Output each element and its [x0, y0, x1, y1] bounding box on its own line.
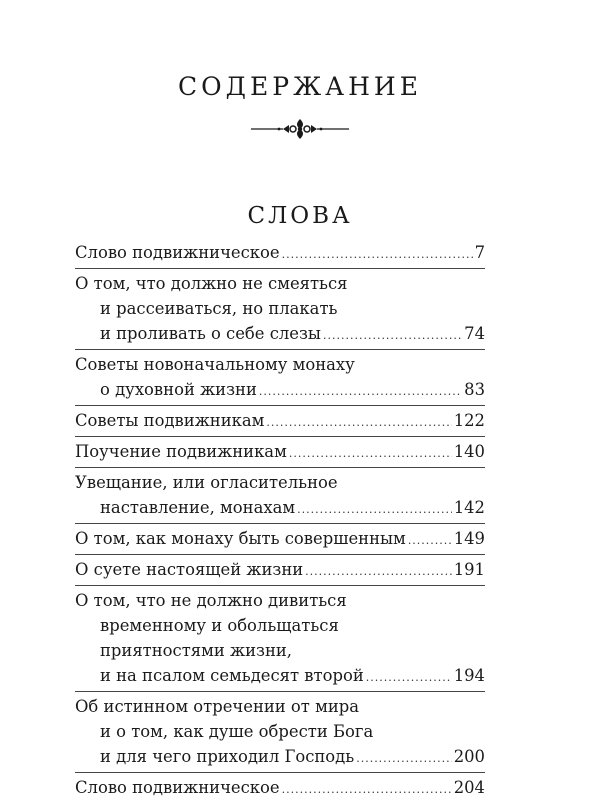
toc-line: О том, что не должно дивиться — [75, 591, 347, 610]
page-number: 204 — [453, 778, 485, 797]
page-number: 83 — [464, 380, 485, 399]
toc-line — [75, 439, 485, 464]
toc-title: Слово подвижническое — [75, 243, 280, 262]
page-number: 122 — [453, 411, 485, 430]
toc-entry[interactable] — [75, 271, 485, 346]
toc-entry[interactable] — [75, 352, 485, 402]
dot-leader — [282, 777, 452, 802]
toc-entry[interactable] — [75, 439, 485, 464]
divider — [75, 268, 485, 269]
page-number: 74 — [464, 324, 485, 343]
divider — [75, 691, 485, 692]
dot-leader — [323, 323, 462, 348]
page-number: 200 — [453, 747, 485, 766]
toc-line: Советы новоначальному монаху — [75, 355, 355, 374]
toc-entry[interactable] — [75, 240, 485, 265]
dot-leader — [305, 559, 452, 584]
dot-leader — [282, 242, 473, 267]
divider — [75, 523, 485, 524]
dot-leader — [366, 665, 452, 690]
divider — [75, 554, 485, 555]
toc-title: о духовной жизни — [100, 380, 257, 399]
toc-line — [75, 744, 485, 769]
page-title: СОДЕРЖАНИЕ — [178, 72, 422, 101]
toc-line — [75, 526, 485, 551]
dot-leader — [266, 410, 451, 435]
toc-line — [75, 557, 485, 582]
divider — [75, 772, 485, 773]
dot-leader — [289, 441, 452, 466]
toc-title: наставление, монахам — [100, 498, 296, 517]
toc-title: и на псалом семьдесят второй — [100, 666, 364, 685]
divider — [75, 349, 485, 350]
toc-line — [75, 408, 485, 433]
toc-line: Увещание, или огласительное — [75, 473, 338, 492]
table-of-contents — [75, 240, 485, 800]
toc-entry[interactable] — [75, 775, 485, 800]
toc-line — [75, 321, 485, 346]
toc-entry[interactable] — [75, 694, 485, 769]
dot-leader — [259, 379, 462, 404]
toc-title: и проливать о себе слезы — [100, 324, 321, 343]
toc-line: Об истинном отречении от мира — [75, 697, 360, 716]
toc-line: О том, что должно не смеяться — [75, 274, 348, 293]
page-number: 191 — [453, 560, 485, 579]
divider — [75, 467, 485, 468]
toc-entry[interactable] — [75, 557, 485, 582]
divider — [75, 436, 485, 437]
toc-line: приятностями жизни, — [100, 641, 293, 660]
toc-title: О суете настоящей жизни — [75, 560, 304, 579]
toc-entry[interactable] — [75, 588, 485, 688]
page-number: 149 — [453, 529, 485, 548]
toc-line — [75, 663, 485, 688]
toc-title: Слово подвижническое — [75, 778, 280, 797]
toc-title: О том, как монаху быть совершенным — [75, 529, 406, 548]
toc-entry[interactable] — [75, 470, 485, 520]
toc-line — [75, 495, 485, 520]
divider — [75, 405, 485, 406]
toc-title: Поучение подвижникам — [75, 442, 287, 461]
divider — [75, 585, 485, 586]
page-number: 142 — [453, 498, 485, 517]
toc-line: временному и обольщаться — [100, 616, 339, 635]
section-title: СЛОВА — [247, 203, 353, 229]
toc-entry[interactable] — [75, 526, 485, 551]
dot-leader — [408, 528, 452, 553]
toc-title: и для чего приходил Господь — [100, 747, 355, 766]
toc-line — [75, 240, 485, 265]
page-number: 7 — [474, 243, 485, 262]
toc-line — [75, 775, 485, 800]
toc-entry[interactable] — [75, 408, 485, 433]
toc-line — [75, 377, 485, 402]
page-number: 140 — [453, 442, 485, 461]
ornament-divider-icon — [249, 117, 351, 141]
toc-title: Советы подвижникам — [75, 411, 265, 430]
page-number: 194 — [453, 666, 485, 685]
dot-leader — [297, 497, 452, 522]
toc-line: и рассеиваться, но плакать — [100, 299, 338, 318]
toc-line: и о том, как душе обрести Бога — [100, 722, 374, 741]
